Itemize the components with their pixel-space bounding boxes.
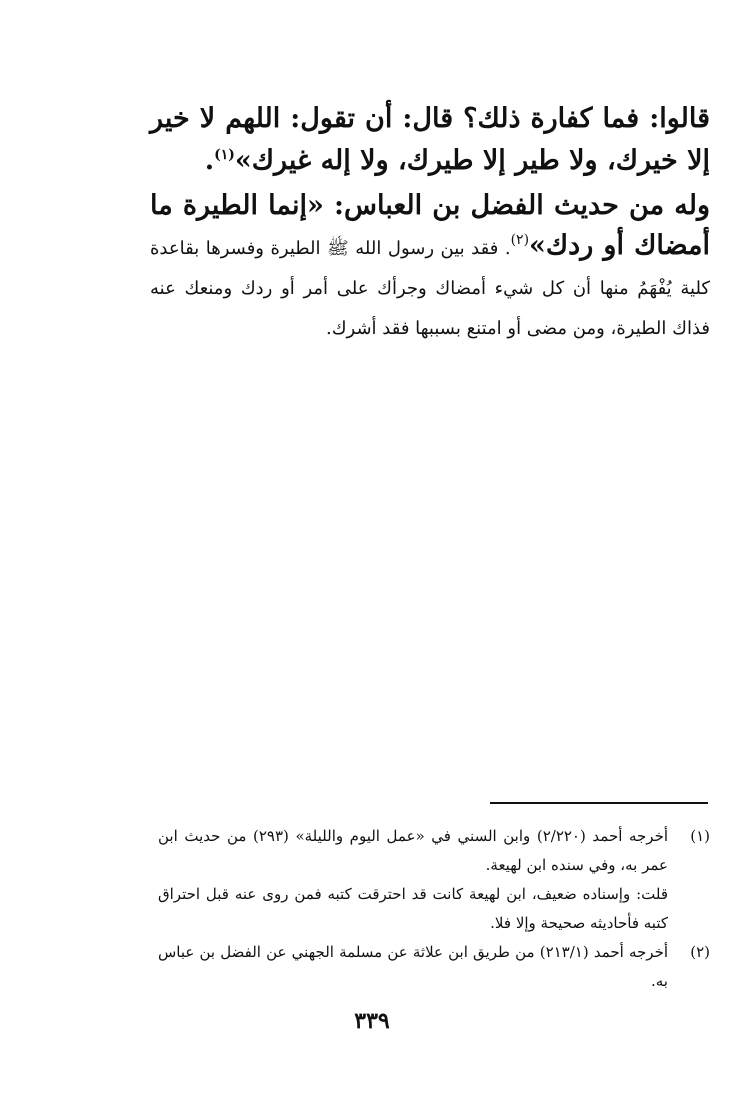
paragraph-1-end: . (204, 145, 215, 176)
page-number: ٣٣٩ (354, 1008, 390, 1034)
footnote-2-line-1: أخرجه أحمد (٢١٣/١) من طريق ابن علاثة عن مسلمة الجهني عن الفضل بن عباس به. (158, 943, 669, 990)
paragraph-2 (150, 186, 710, 346)
footnote-ref-1: (١) (214, 147, 235, 163)
footnote-2 (158, 938, 710, 996)
footnote-1 (158, 822, 710, 938)
paragraph-1 (150, 98, 710, 182)
paragraph-2-rest: . فقد بين رسول الله ﷺ الطيرة وفسرها بقاعدة كلية يُفْهَمُ منها أن كل شيء أمضاك وجرأك على أمر أو ردك ومنعك عنه فذاك الطيرة، ومن مضى أو امتنع بسببها فقد أشرك. (150, 238, 710, 339)
footnote-1-line-2: قلت: وإسناده ضعيف، ابن لهيعة كانت قد احترقت كتبه فمن روى عنه قبل احتراق كتبه فأحاديثه صحيحة وإلا فلا. (158, 885, 668, 932)
footnote-1-number: (١) (690, 827, 710, 845)
footnote-ref-2: (٢) (510, 232, 530, 248)
footnote-2-number: (٢) (690, 943, 710, 961)
footnote-1-line-1: أخرجه أحمد (٢/٢٢٠) وابن السني في «عمل اليوم والليلة» (٢٩٣) من حديث ابن عمر به، وفي سنده ابن لهيعة. (158, 827, 669, 874)
paragraph-2-quote: وله من حديث الفضل بن العباس: «إنما الطيرة ما أمضاك أو ردك» (150, 190, 710, 261)
main-text (150, 98, 710, 346)
footnote-separator (490, 802, 708, 804)
footnotes (158, 822, 710, 996)
paragraph-1-text: قالوا: فما كفارة ذلك؟ قال: أن تقول: اللهم لا خير إلا خيرك، ولا طير إلا طيرك، ولا إله غيرك» (150, 103, 711, 176)
